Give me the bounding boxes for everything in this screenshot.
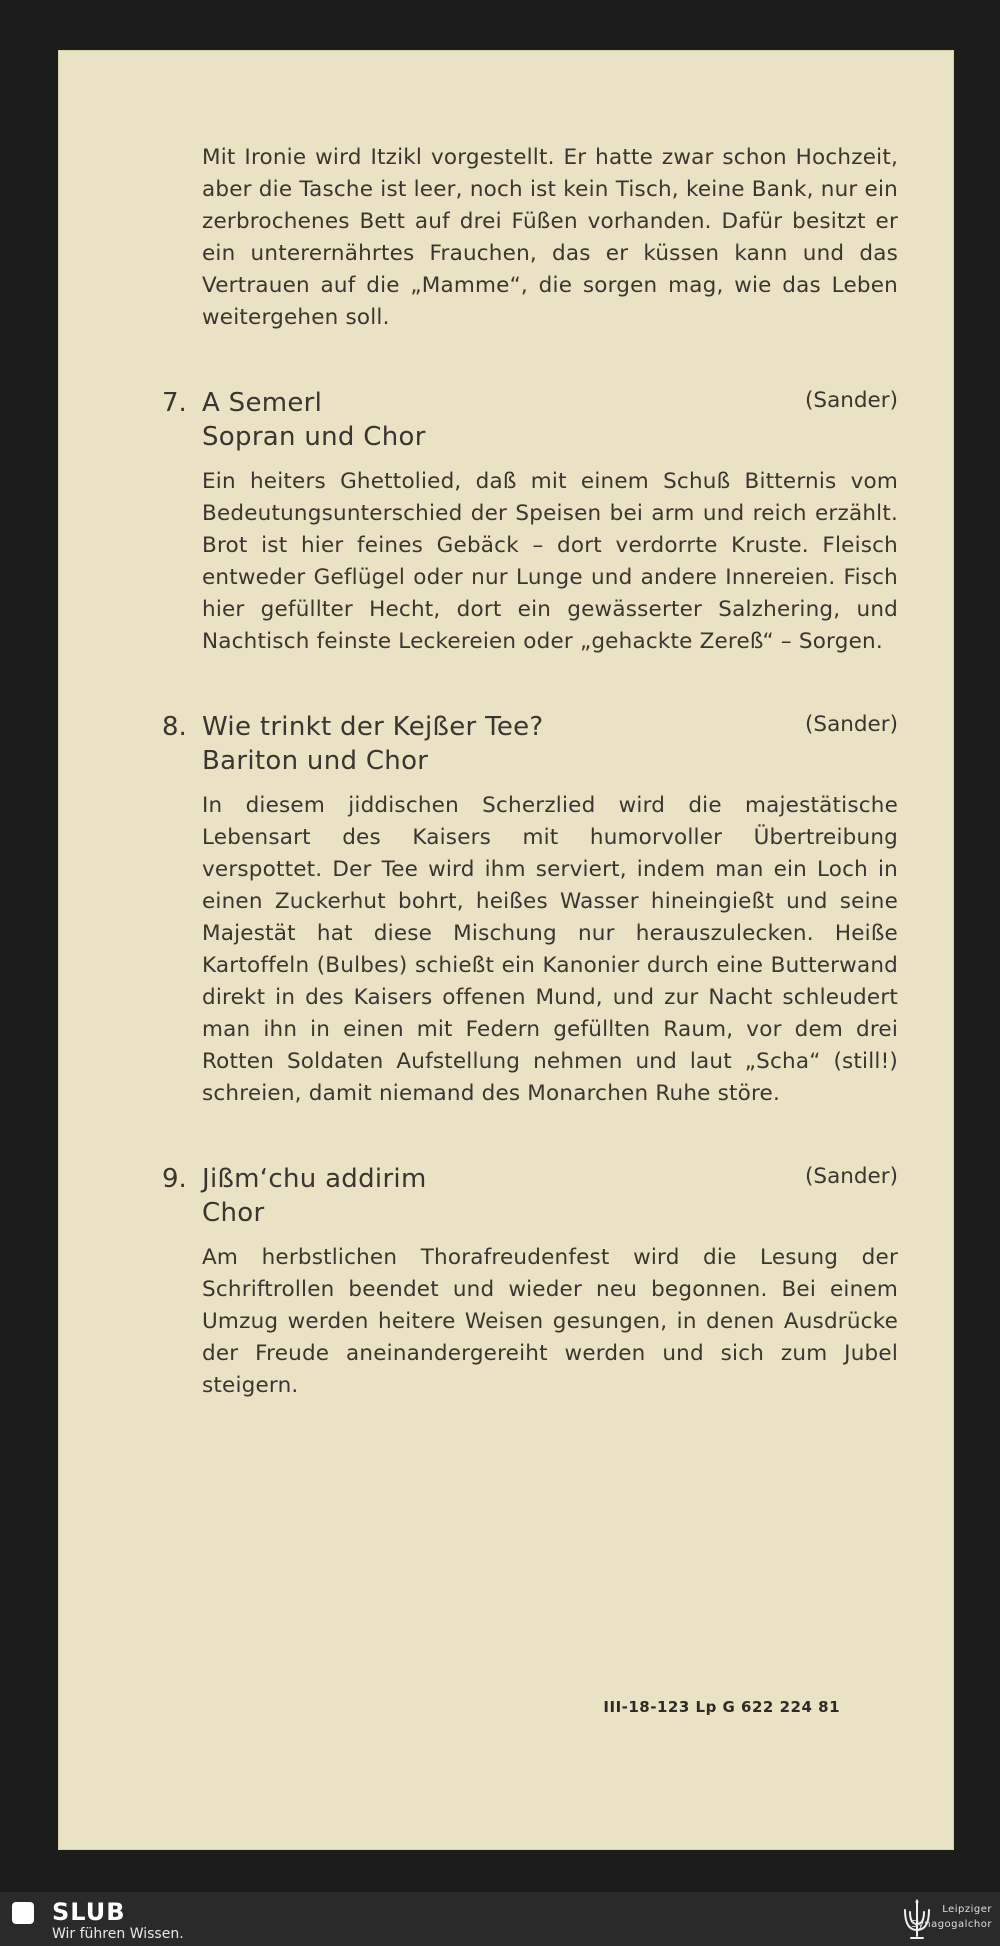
intro-section	[202, 142, 898, 334]
program-sheet	[58, 50, 954, 1850]
item-description: Ein heiters Ghettolied, daß mit einem Schuß Bitternis vom Bedeutungsunterschied der Speisen bei arm und reich erzählt. Brot ist hier feines Gebäck – dort verdorrte Kruste. Fleisch entweder Geflügel oder nur Lunge und andere Innereien. Fisch hier gefüllter Hecht, dort ein gewässerter Salzhering, und Nachtisch feinste Leckereien oder „gehackte Zereß“ – Sorgen.	[202, 469, 898, 654]
partner-name	[911, 1902, 992, 1932]
viewer-footer	[0, 1892, 1000, 1946]
program-content	[162, 142, 898, 1402]
item-description: In diesem jiddischen Scherzlied wird die majestätische Lebensart des Kaisers mit humorvoller Übertreibung verspottet. Der Tee wird ihm serviert, indem man ein Loch in einen Zuckerhut bohrt, heißes Wasser hineingießt und seine Majestät hat diese Mischung nur herauszulecken. Heiße Kartoffeln (Bulbes) schießt ein Kanonier durch eine Butterwand direkt in des Kaisers offenen Mund, und zur Nacht schleudert man ihn in einen mit Federn gefüllten Raum, vor dem drei Rotten Soldaten Aufstellung nehmen und laut „Scha“ (still!) schreien, damit niemand des Monarchen Ruhe störe.	[202, 793, 898, 1106]
slub-square-icon[interactable]	[12, 1902, 34, 1924]
partner-name-line: Leipziger	[942, 1904, 992, 1915]
print-license-code: III-18-123 Lp G 622 224 81	[603, 1698, 840, 1716]
item-composer: (Sander)	[805, 1164, 898, 1189]
item-voices: Chor	[202, 1198, 265, 1228]
item-voices: Sopran und Chor	[202, 422, 426, 452]
item-title: Jißm‘chu addirim	[202, 1164, 427, 1194]
partner-name-line: Synagogalchor	[910, 1919, 992, 1930]
item-voices: Bariton und Chor	[202, 746, 429, 776]
item-heading	[162, 710, 898, 778]
item-heading	[162, 1162, 898, 1230]
slub-slogan: Wir führen Wissen.	[52, 1926, 184, 1942]
program-item-9	[162, 1162, 898, 1402]
item-number: 9.	[162, 1164, 187, 1194]
item-heading	[162, 386, 898, 454]
item-title: A Semerl	[202, 388, 323, 418]
item-number: 8.	[162, 712, 187, 742]
item-composer: (Sander)	[805, 712, 898, 737]
program-item-7	[162, 386, 898, 658]
item-description: Am herbstlichen Thorafreudenfest wird die Lesung der Schriftrollen beendet und wieder neu begonnen. Bei einem Umzug werden heitere Weisen gesungen, in denen Ausdrücke der Freude aneinandergereiht werden und sich zum Jubel steigern.	[202, 1245, 898, 1398]
item-composer: (Sander)	[805, 388, 898, 413]
item-number: 7.	[162, 388, 187, 418]
slub-brand[interactable]: SLUB	[52, 1898, 126, 1926]
intro-paragraph: Mit Ironie wird Itzikl vorgestellt. Er hatte zwar schon Hochzeit, aber die Tasche ist leer, noch ist kein Tisch, keine Bank, nur ein zerbrochenes Bett auf drei Füßen vorhanden. Dafür besitzt er ein unterernährtes Frauchen, das er küssen kann und das Vertrauen auf die „Mamme“, die sorgen mag, wie das Leben weitergehen soll.	[202, 145, 898, 330]
program-item-8	[162, 710, 898, 1110]
item-title: Wie trinkt der Kejßer Tee?	[202, 712, 544, 742]
